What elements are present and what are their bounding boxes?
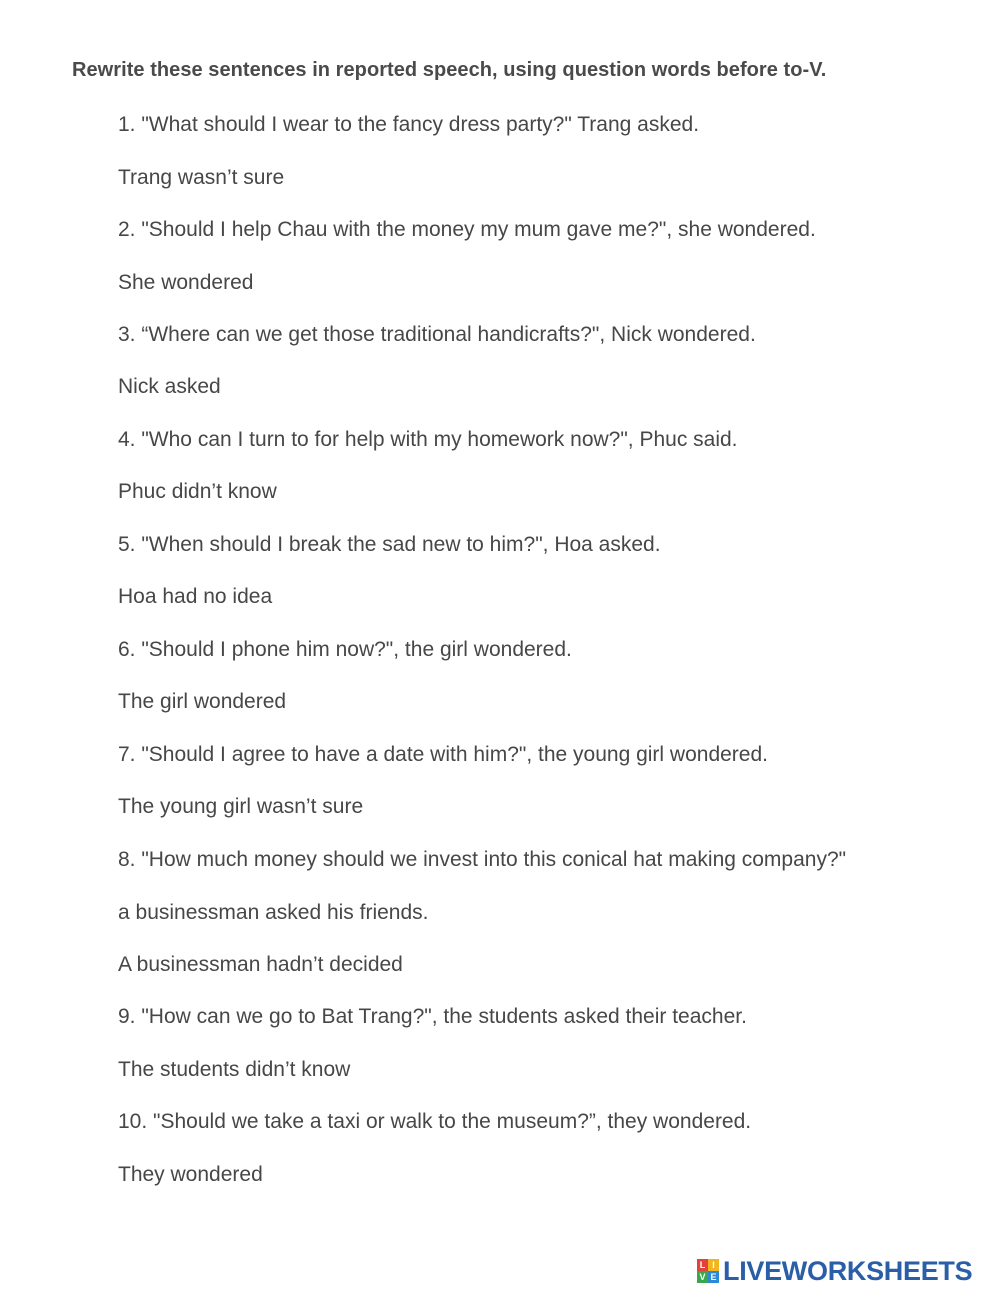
- question-7: 7. "Should I agree to have a date with him?", the young girl wondered.: [118, 743, 768, 766]
- logo-letter-i: I: [708, 1259, 719, 1271]
- answer-stem-10: They wondered: [118, 1163, 263, 1186]
- question-4: 4. "Who can I turn to for help with my homework now?", Phuc said.: [118, 428, 738, 451]
- question-5: 5. "When should I break the sad new to him?", Hoa asked.: [118, 533, 661, 556]
- question-2: 2. "Should I help Chau with the money my mum gave me?", she wondered.: [118, 218, 816, 241]
- answer-stem-1: Trang wasn’t sure: [118, 166, 285, 189]
- logo-letter-e: E: [708, 1271, 719, 1283]
- answer-stem-2: She wondered: [118, 271, 254, 294]
- question-6: 6. "Should I phone him now?", the girl wondered.: [118, 638, 572, 661]
- liveworksheets-brand[interactable]: [697, 1254, 972, 1288]
- answer-stem-8: A businessman hadn’t decided: [118, 953, 403, 976]
- question-9: 9. "How can we go to Bat Trang?", the students asked their teacher.: [118, 1005, 747, 1028]
- question-8: 8. "How much money should we invest into this conical hat making company?": [118, 848, 847, 871]
- answer-stem-6: The girl wondered: [118, 690, 287, 713]
- brand-name: LIVEWORKSHEETS: [723, 1255, 973, 1286]
- logo-letter-v: V: [697, 1271, 708, 1283]
- question-1: 1. "What should I wear to the fancy dress party?" Trang asked.: [118, 113, 700, 136]
- answer-stem-9: The students didn’t know: [118, 1058, 351, 1081]
- answer-stem-5: Hoa had no idea: [118, 585, 273, 608]
- answer-stem-7: The young girl wasn’t sure: [118, 795, 364, 818]
- logo-letter-l: L: [697, 1259, 708, 1271]
- worksheet-title: Rewrite these sentences in reported speech, using question words before to-V.: [72, 59, 827, 81]
- question-10: 10. "Should we take a taxi or walk to the museum?”, they wondered.: [118, 1110, 752, 1133]
- answer-stem-4: Phuc didn’t know: [118, 480, 277, 503]
- question-3: 3. “Where can we get those traditional handicrafts?", Nick wondered.: [118, 323, 756, 346]
- answer-stem-3: Nick asked: [118, 375, 221, 398]
- liveworksheets-logo-icon: [697, 1259, 719, 1283]
- question-8-continued: a businessman asked his friends.: [118, 901, 429, 924]
